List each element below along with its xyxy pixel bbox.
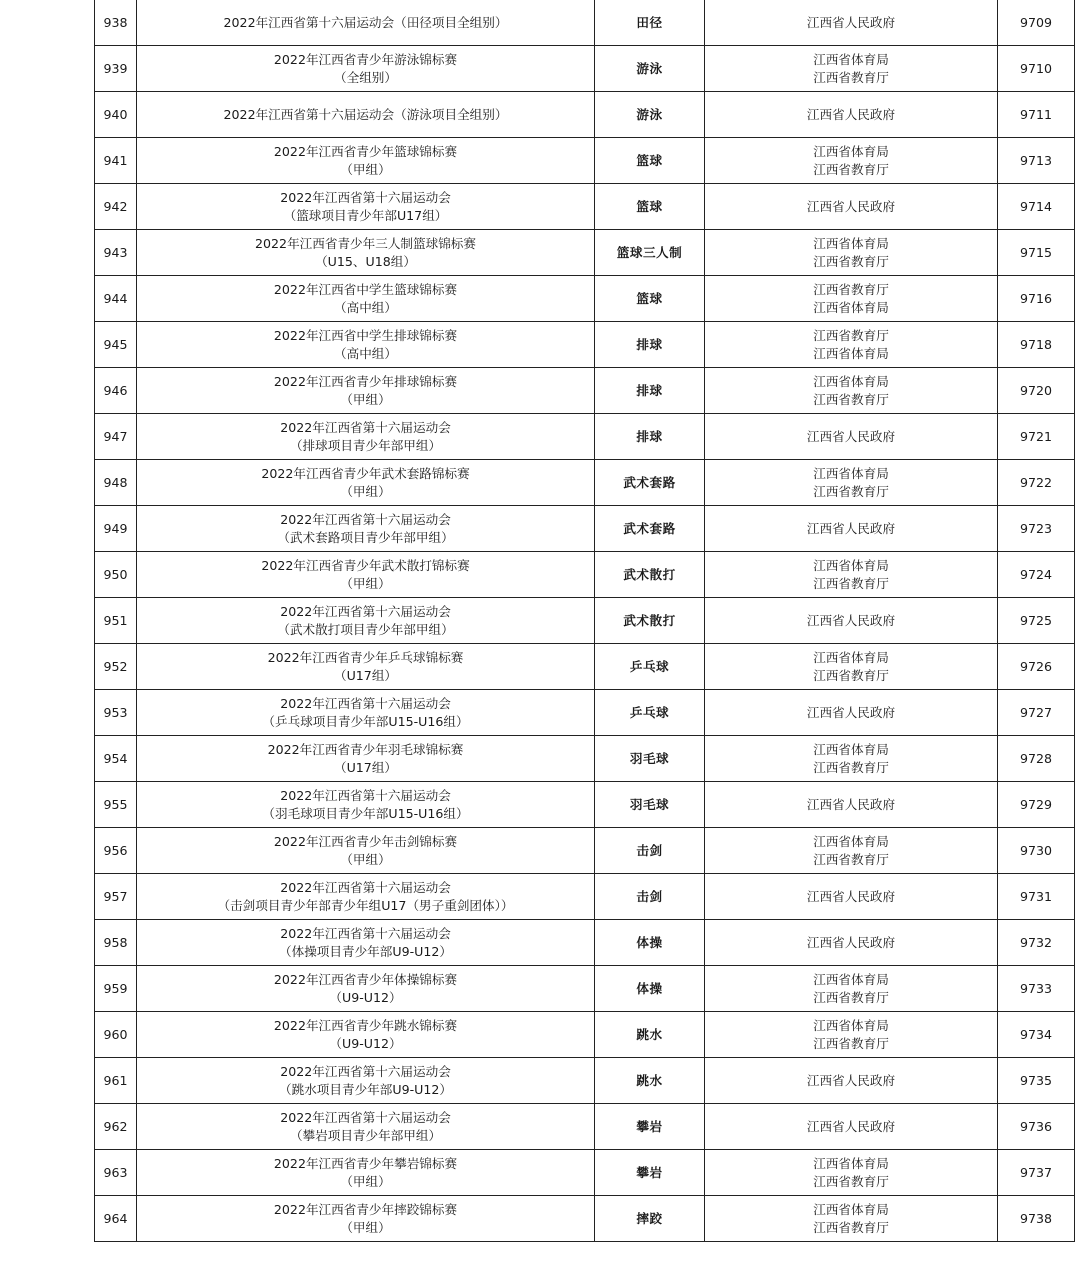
event-name-line: 2022年江西省青少年摔跤锦标赛: [273, 1202, 458, 1217]
event-name: [137, 184, 595, 230]
organizer: [705, 828, 998, 874]
row-number: 946: [95, 368, 137, 414]
organizer: [705, 966, 998, 1012]
table-row: [95, 644, 1075, 690]
event-name-line: （武术散打项目青少年部甲组）: [277, 621, 454, 637]
event-name-line: 2022年江西省青少年乒乓球锦标赛: [267, 650, 464, 665]
sport-item: 乒乓球: [595, 690, 705, 736]
event-name-line: 2022年江西省青少年击剑锦标赛: [273, 834, 458, 849]
event-name: [137, 1150, 595, 1196]
event-name-line: 2022年江西省青少年武术散打锦标赛: [261, 558, 470, 573]
organizer-line: 江西省体育局: [813, 345, 889, 361]
event-code: 9732: [998, 920, 1075, 966]
sport-item: 体操: [595, 966, 705, 1012]
sport-item: 体操: [595, 920, 705, 966]
table-row: [95, 0, 1075, 46]
table-row: [95, 368, 1075, 414]
document-page: [94, 0, 1053, 1267]
row-number: 943: [95, 230, 137, 276]
organizer-line: 江西省体育局: [813, 466, 889, 481]
event-name-line: （U9-U12）: [329, 1035, 402, 1051]
event-name: [137, 276, 595, 322]
event-code: 9709: [998, 0, 1075, 46]
event-code: 9726: [998, 644, 1075, 690]
organizer: [705, 1012, 998, 1058]
event-name: [137, 552, 595, 598]
organizer-line: 江西省体育局: [813, 1018, 889, 1033]
table-row: [95, 1104, 1075, 1150]
event-name: [137, 598, 595, 644]
event-code: 9725: [998, 598, 1075, 644]
organizer-line: 江西省教育厅: [813, 1035, 889, 1051]
row-number: 951: [95, 598, 137, 644]
organizer: [705, 414, 998, 460]
event-name-line: （甲组）: [340, 161, 391, 177]
table-row: [95, 966, 1075, 1012]
organizer: [705, 0, 998, 46]
table-row: [95, 46, 1075, 92]
event-name: [137, 1196, 595, 1242]
sport-item: 羽毛球: [595, 736, 705, 782]
row-number: 952: [95, 644, 137, 690]
sport-item: 游泳: [595, 92, 705, 138]
event-name: [137, 736, 595, 782]
organizer: [705, 782, 998, 828]
row-number: 948: [95, 460, 137, 506]
event-name: [137, 0, 595, 46]
event-name-line: 2022年江西省中学生排球锦标赛: [273, 328, 458, 343]
event-name-line: （全组别）: [334, 69, 397, 85]
row-number: 939: [95, 46, 137, 92]
organizer-line: 江西省体育局: [813, 1202, 889, 1217]
sport-item: 武术散打: [595, 552, 705, 598]
row-number: 942: [95, 184, 137, 230]
organizer-line: 江西省教育厅: [813, 253, 889, 269]
table-row: [95, 506, 1075, 552]
sport-item: 篮球: [595, 276, 705, 322]
sport-item: 跳水: [595, 1058, 705, 1104]
event-name: [137, 1012, 595, 1058]
sport-item: 乒乓球: [595, 644, 705, 690]
event-name-line: 2022年江西省第十六届运动会: [280, 420, 451, 435]
row-number: 944: [95, 276, 137, 322]
row-number: 956: [95, 828, 137, 874]
event-name-line: （击剑项目青少年部青少年组U17（男子重剑团体））: [217, 897, 514, 913]
organizer-line: 江西省教育厅: [813, 69, 889, 85]
event-code: 9728: [998, 736, 1075, 782]
event-name: [137, 966, 595, 1012]
organizer: [705, 276, 998, 322]
event-code: 9727: [998, 690, 1075, 736]
organizer: [705, 506, 998, 552]
event-name: [137, 460, 595, 506]
organizer: [705, 644, 998, 690]
event-name-line: 2022年江西省第十六届运动会: [280, 696, 451, 711]
event-name-line: （攀岩项目青少年部甲组）: [289, 1127, 442, 1143]
organizer-line: 江西省人民政府: [806, 198, 896, 214]
organizer-line: 江西省体育局: [813, 650, 889, 665]
organizer: [705, 920, 998, 966]
table-row: [95, 736, 1075, 782]
organizer: [705, 322, 998, 368]
organizer: [705, 184, 998, 230]
row-number: 964: [95, 1196, 137, 1242]
organizer: [705, 1196, 998, 1242]
event-name-line: （U17组）: [333, 759, 398, 775]
sport-item: 田径: [595, 0, 705, 46]
event-code: 9720: [998, 368, 1075, 414]
event-name: [137, 138, 595, 184]
row-number: 945: [95, 322, 137, 368]
event-code: 9731: [998, 874, 1075, 920]
event-name: [137, 506, 595, 552]
event-name-line: （武术套路项目青少年部甲组）: [277, 529, 454, 545]
table-row: [95, 782, 1075, 828]
event-name-line: （高中组）: [334, 345, 397, 361]
row-number: 953: [95, 690, 137, 736]
organizer: [705, 460, 998, 506]
event-name-line: 2022年江西省第十六届运动会: [280, 512, 451, 527]
organizer-line: 江西省人民政府: [806, 934, 896, 950]
organizer: [705, 736, 998, 782]
event-code: 9729: [998, 782, 1075, 828]
event-name-line: （甲组）: [340, 851, 391, 867]
event-code: 9730: [998, 828, 1075, 874]
organizer-line: 江西省体育局: [813, 144, 889, 159]
organizer-line: 江西省人民政府: [806, 14, 896, 30]
organizer: [705, 552, 998, 598]
event-code: 9735: [998, 1058, 1075, 1104]
organizer-line: 江西省体育局: [813, 236, 889, 251]
event-name-line: （甲组）: [340, 483, 391, 499]
organizer-line: 江西省体育局: [813, 834, 889, 849]
organizer-line: 江西省人民政府: [806, 1118, 896, 1134]
organizer-line: 江西省教育厅: [813, 1219, 889, 1235]
events-table-body: [95, 0, 1075, 1242]
event-name-line: （甲组）: [340, 391, 391, 407]
organizer: [705, 230, 998, 276]
organizer-line: 江西省人民政府: [806, 796, 896, 812]
event-name-line: 2022年江西省青少年篮球锦标赛: [273, 144, 458, 159]
row-number: 959: [95, 966, 137, 1012]
sport-item: 武术套路: [595, 506, 705, 552]
event-name-line: 2022年江西省第十六届运动会: [280, 604, 451, 619]
organizer: [705, 1104, 998, 1150]
event-name-line: （排球项目青少年部甲组）: [289, 437, 442, 453]
row-number: 958: [95, 920, 137, 966]
row-number: 947: [95, 414, 137, 460]
sport-item: 击剑: [595, 828, 705, 874]
table-row: [95, 138, 1075, 184]
event-name-line: （甲组）: [340, 575, 391, 591]
event-name: [137, 368, 595, 414]
sport-item: 跳水: [595, 1012, 705, 1058]
event-code: 9710: [998, 46, 1075, 92]
event-name-line: （体操项目青少年部U9-U12）: [279, 943, 452, 959]
organizer-line: 江西省教育厅: [813, 851, 889, 867]
organizer: [705, 1150, 998, 1196]
organizer-line: 江西省体育局: [813, 299, 889, 315]
organizer: [705, 874, 998, 920]
row-number: 938: [95, 0, 137, 46]
event-name-line: （跳水项目青少年部U9-U12）: [279, 1081, 452, 1097]
row-number: 957: [95, 874, 137, 920]
sport-item: 篮球: [595, 184, 705, 230]
organizer-line: 江西省教育厅: [813, 483, 889, 499]
table-row: [95, 184, 1075, 230]
event-code: 9733: [998, 966, 1075, 1012]
organizer: [705, 138, 998, 184]
organizer-line: 江西省教育厅: [813, 328, 889, 343]
event-name: [137, 46, 595, 92]
table-row: [95, 552, 1075, 598]
table-row: [95, 1196, 1075, 1242]
event-name-line: 2022年江西省青少年武术套路锦标赛: [261, 466, 470, 481]
row-number: 961: [95, 1058, 137, 1104]
event-name-line: 2022年江西省第十六届运动会（田径项目全组别）: [223, 14, 508, 30]
event-code: 9721: [998, 414, 1075, 460]
event-name: [137, 920, 595, 966]
event-name-line: 2022年江西省第十六届运动会: [280, 880, 451, 895]
event-name-line: （羽毛球项目青少年部U15-U16组）: [262, 805, 469, 821]
event-name-line: 2022年江西省第十六届运动会: [280, 926, 451, 941]
event-code: 9737: [998, 1150, 1075, 1196]
sport-item: 游泳: [595, 46, 705, 92]
event-name: [137, 230, 595, 276]
organizer: [705, 1058, 998, 1104]
organizer-line: 江西省教育厅: [813, 161, 889, 177]
sport-item: 排球: [595, 368, 705, 414]
organizer-line: 江西省教育厅: [813, 575, 889, 591]
row-number: 954: [95, 736, 137, 782]
sport-item: 武术散打: [595, 598, 705, 644]
organizer-line: 江西省教育厅: [813, 282, 889, 297]
event-name-line: 2022年江西省青少年游泳锦标赛: [273, 52, 458, 67]
organizer-line: 江西省教育厅: [813, 391, 889, 407]
table-row: [95, 1150, 1075, 1196]
sport-item: 排球: [595, 414, 705, 460]
events-table: [94, 0, 1075, 1242]
event-name: [137, 1058, 595, 1104]
event-name: [137, 782, 595, 828]
table-row: [95, 598, 1075, 644]
sport-item: 篮球三人制: [595, 230, 705, 276]
sport-item: 攀岩: [595, 1104, 705, 1150]
row-number: 941: [95, 138, 137, 184]
sport-item: 羽毛球: [595, 782, 705, 828]
organizer-line: 江西省教育厅: [813, 667, 889, 683]
event-name-line: 2022年江西省第十六届运动会: [280, 788, 451, 803]
organizer-line: 江西省人民政府: [806, 106, 896, 122]
organizer-line: 江西省体育局: [813, 374, 889, 389]
event-code: 9718: [998, 322, 1075, 368]
event-name-line: （甲组）: [340, 1173, 391, 1189]
event-name: [137, 828, 595, 874]
sport-item: 武术套路: [595, 460, 705, 506]
event-name-line: 2022年江西省青少年羽毛球锦标赛: [267, 742, 464, 757]
sport-item: 排球: [595, 322, 705, 368]
organizer-line: 江西省体育局: [813, 558, 889, 573]
event-name: [137, 92, 595, 138]
event-code: 9716: [998, 276, 1075, 322]
event-name-line: 2022年江西省青少年攀岩锦标赛: [273, 1156, 458, 1171]
event-name-line: （U9-U12）: [329, 989, 402, 1005]
table-row: [95, 322, 1075, 368]
row-number: 960: [95, 1012, 137, 1058]
table-row: [95, 460, 1075, 506]
table-row: [95, 920, 1075, 966]
event-name: [137, 1104, 595, 1150]
organizer-line: 江西省人民政府: [806, 520, 896, 536]
organizer-line: 江西省体育局: [813, 972, 889, 987]
event-code: 9724: [998, 552, 1075, 598]
organizer-line: 江西省教育厅: [813, 989, 889, 1005]
event-code: 9738: [998, 1196, 1075, 1242]
event-name-line: （篮球项目青少年部U17组）: [283, 207, 448, 223]
table-row: [95, 874, 1075, 920]
organizer-line: 江西省人民政府: [806, 704, 896, 720]
sport-item: 击剑: [595, 874, 705, 920]
table-row: [95, 92, 1075, 138]
organizer: [705, 690, 998, 736]
event-name-line: 2022年江西省青少年跳水锦标赛: [273, 1018, 458, 1033]
organizer-line: 江西省教育厅: [813, 759, 889, 775]
event-name-line: 2022年江西省中学生篮球锦标赛: [273, 282, 458, 297]
event-name-line: （U17组）: [333, 667, 398, 683]
row-number: 963: [95, 1150, 137, 1196]
table-row: [95, 1058, 1075, 1104]
event-code: 9722: [998, 460, 1075, 506]
row-number: 962: [95, 1104, 137, 1150]
event-name-line: 2022年江西省第十六届运动会: [280, 1110, 451, 1125]
event-name: [137, 322, 595, 368]
organizer: [705, 46, 998, 92]
organizer: [705, 92, 998, 138]
event-name-line: 2022年江西省青少年体操锦标赛: [273, 972, 458, 987]
organizer-line: 江西省教育厅: [813, 1173, 889, 1189]
organizer: [705, 598, 998, 644]
row-number: 940: [95, 92, 137, 138]
event-name-line: （甲组）: [340, 1219, 391, 1235]
table-row: [95, 690, 1075, 736]
organizer-line: 江西省人民政府: [806, 888, 896, 904]
table-row: [95, 276, 1075, 322]
row-number: 949: [95, 506, 137, 552]
event-name-line: 2022年江西省第十六届运动会（游泳项目全组别）: [223, 106, 508, 122]
event-name-line: （乒乓球项目青少年部U15-U16组）: [262, 713, 469, 729]
organizer-line: 江西省人民政府: [806, 428, 896, 444]
sport-item: 篮球: [595, 138, 705, 184]
table-row: [95, 230, 1075, 276]
event-name: [137, 874, 595, 920]
sport-item: 攀岩: [595, 1150, 705, 1196]
event-code: 9723: [998, 506, 1075, 552]
event-name-line: （高中组）: [334, 299, 397, 315]
organizer-line: 江西省人民政府: [806, 612, 896, 628]
event-name-line: （U15、U18组）: [315, 253, 416, 269]
event-code: 9713: [998, 138, 1075, 184]
sport-item: 摔跤: [595, 1196, 705, 1242]
event-name: [137, 644, 595, 690]
organizer: [705, 368, 998, 414]
event-name-line: 2022年江西省第十六届运动会: [280, 1064, 451, 1079]
event-name: [137, 414, 595, 460]
table-row: [95, 828, 1075, 874]
organizer-line: 江西省体育局: [813, 742, 889, 757]
event-code: 9734: [998, 1012, 1075, 1058]
event-name-line: 2022年江西省第十六届运动会: [280, 190, 451, 205]
organizer-line: 江西省人民政府: [806, 1072, 896, 1088]
organizer-line: 江西省体育局: [813, 52, 889, 67]
event-name-line: 2022年江西省青少年排球锦标赛: [273, 374, 458, 389]
organizer-line: 江西省体育局: [813, 1156, 889, 1171]
row-number: 950: [95, 552, 137, 598]
table-row: [95, 414, 1075, 460]
event-name: [137, 690, 595, 736]
table-row: [95, 1012, 1075, 1058]
event-code: 9714: [998, 184, 1075, 230]
row-number: 955: [95, 782, 137, 828]
event-name-line: 2022年江西省青少年三人制篮球锦标赛: [255, 236, 476, 251]
event-code: 9736: [998, 1104, 1075, 1150]
event-code: 9711: [998, 92, 1075, 138]
event-code: 9715: [998, 230, 1075, 276]
